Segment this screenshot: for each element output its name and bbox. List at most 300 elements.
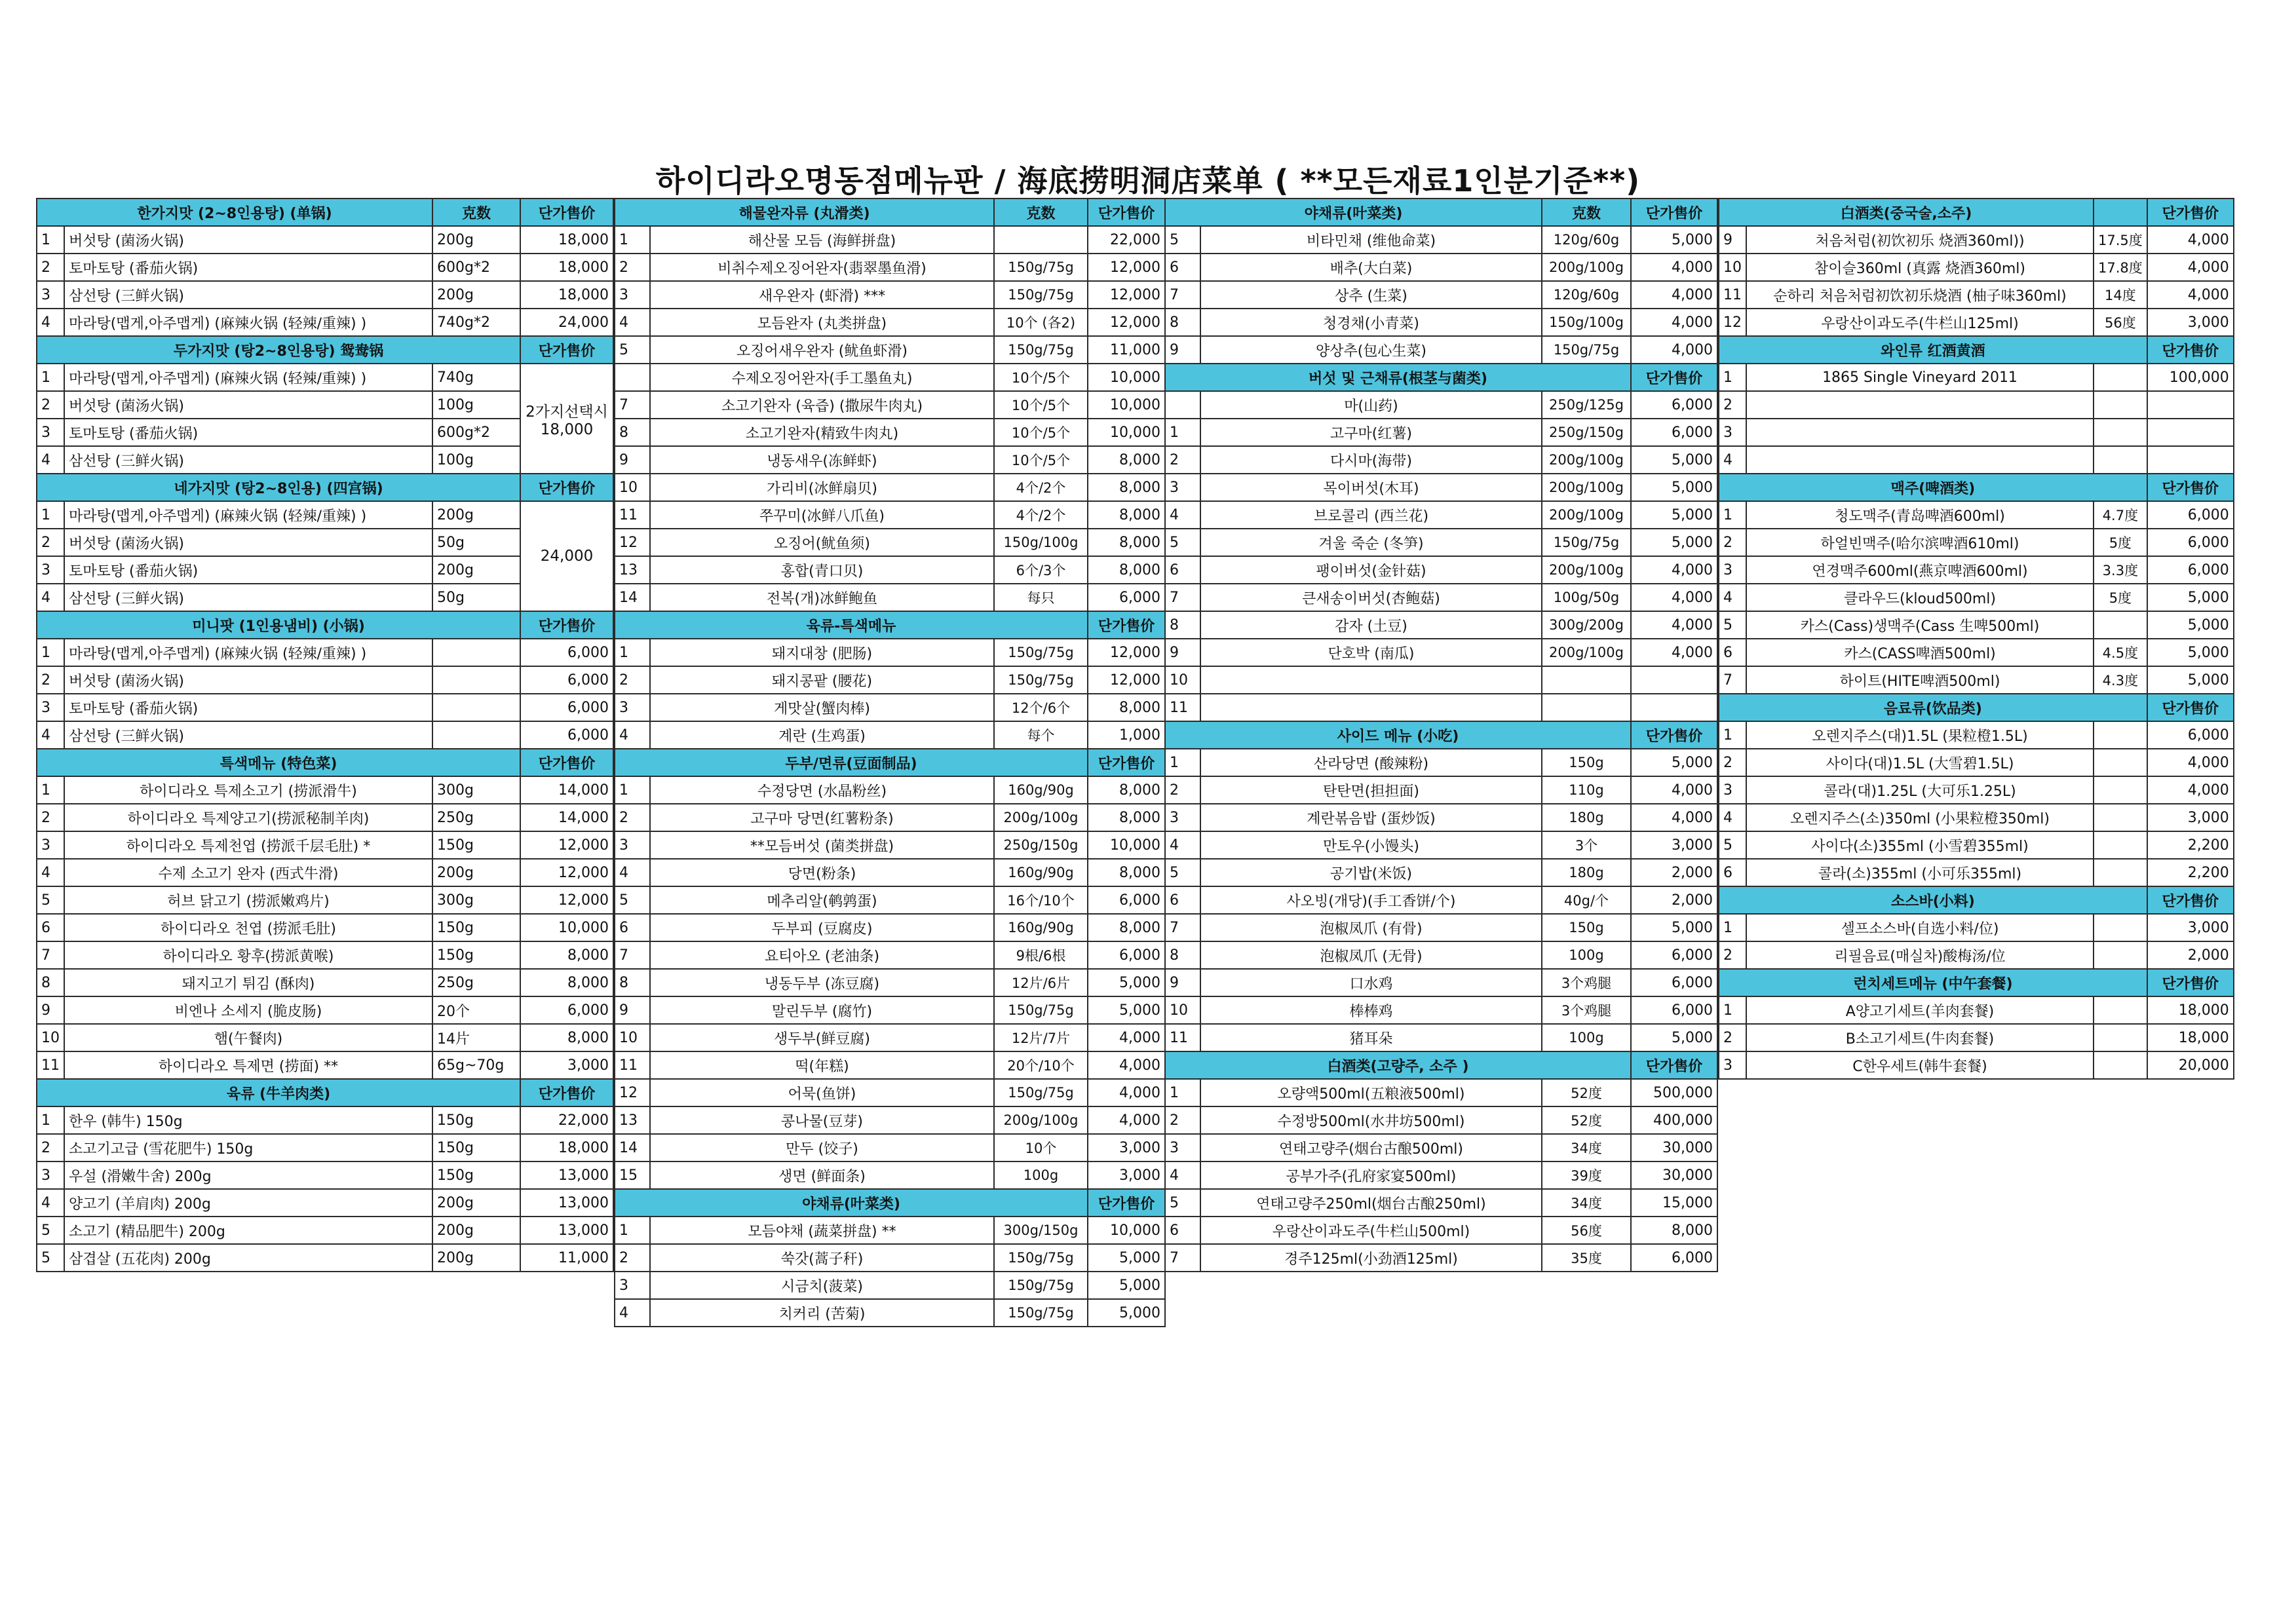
item-weight <box>2094 914 2147 941</box>
menu-item-row <box>1165 859 1717 886</box>
menu-column-3 <box>1164 198 1718 1272</box>
item-weight: 150g/75g <box>994 666 1088 694</box>
item-weight: 200g/100g <box>1542 501 1631 529</box>
menu-item-row <box>1719 941 2234 969</box>
shared-price-text: 24,000 <box>540 548 594 565</box>
item-weight: 150g <box>432 831 520 859</box>
item-price: 12,000 <box>1088 254 1165 281</box>
item-number: 4 <box>1719 804 1746 831</box>
item-name: 토마토탕 (番茄火锅) <box>64 254 432 281</box>
item-name: 돼지고기 튀김 (酥肉) <box>64 969 432 996</box>
item-price: 18,000 <box>2147 1024 2234 1051</box>
item-name: 공기밥(米饭) <box>1200 859 1542 886</box>
item-name: 치커리 (苦菊) <box>650 1299 994 1327</box>
item-number: 3 <box>1719 419 1746 446</box>
item-number: 2 <box>1165 446 1200 474</box>
item-number: 7 <box>1165 1244 1200 1272</box>
item-price: 6,000 <box>1631 1244 1717 1272</box>
menu-item-row <box>37 281 613 309</box>
item-name: 연경맥주600ml(燕京啤酒600ml) <box>1746 556 2094 584</box>
item-name: A양고기세트(羊肉套餐) <box>1746 996 2094 1024</box>
item-name: 돼지대창 (肥肠) <box>650 639 994 666</box>
item-price: 6,000 <box>1631 969 1717 996</box>
item-number: 9 <box>1165 336 1200 364</box>
menu-item-row <box>1719 529 2234 556</box>
menu-item-row <box>615 391 1165 419</box>
item-name: 비엔나 소세지 (脆皮肠) <box>64 996 432 1024</box>
item-number: 3 <box>615 694 650 721</box>
item-price: 2,000 <box>1631 859 1717 886</box>
item-weight: 150g <box>432 914 520 941</box>
item-weight: 20个 <box>432 996 520 1024</box>
item-name: 토마토탕 (番茄火锅) <box>64 556 432 584</box>
item-weight: 200g/100g <box>994 1106 1088 1134</box>
item-name: 수정당면 (水晶粉丝) <box>650 776 994 804</box>
item-number: 2 <box>615 1244 650 1272</box>
item-number: 1 <box>615 776 650 804</box>
item-number: 14 <box>615 1134 650 1161</box>
menu-item-row <box>1165 831 1717 859</box>
section-header-row <box>37 1079 613 1106</box>
item-price: 2,200 <box>2147 831 2234 859</box>
item-name: 양상추(包心生菜) <box>1200 336 1542 364</box>
section-header-row <box>1719 694 2234 721</box>
item-name: 허브 닭고기 (捞派嫩鸡片) <box>64 886 432 914</box>
page-title: 하이디라오명동점메뉴판 / 海底捞明洞店菜单 ( **모든재료1인분기준**) <box>655 163 1641 198</box>
item-price: 18,000 <box>520 254 613 281</box>
item-price: 6,000 <box>1631 996 1717 1024</box>
menu-table <box>614 198 1166 1327</box>
item-price: 6,000 <box>1631 391 1717 419</box>
item-weight: 740g <box>432 364 520 391</box>
item-weight <box>2094 1024 2147 1051</box>
item-number: 4 <box>37 584 64 611</box>
section-header-row <box>615 198 1165 226</box>
item-number: 1 <box>1165 419 1200 446</box>
item-price: 12,000 <box>1088 281 1165 309</box>
item-weight: 10个 <box>994 1134 1088 1161</box>
menu-item-row <box>37 804 613 831</box>
item-price <box>2147 391 2234 419</box>
item-number: 2 <box>1165 1106 1200 1134</box>
item-name: 삼선탕 (三鲜火锅) <box>64 281 432 309</box>
item-number: 2 <box>37 666 64 694</box>
item-weight: 3个 <box>1542 831 1631 859</box>
item-price: 4,000 <box>1631 281 1717 309</box>
item-price: 22,000 <box>520 1106 613 1134</box>
item-number: 6 <box>1165 1217 1200 1244</box>
menu-item-row <box>1719 1051 2234 1079</box>
item-name: 순하리 처음처럼初饮初乐烧酒 (柚子味360ml) <box>1746 281 2094 309</box>
item-weight: 180g <box>1542 859 1631 886</box>
item-number: 7 <box>1165 914 1200 941</box>
item-price: 10,000 <box>1088 1217 1165 1244</box>
item-number: 4 <box>1719 584 1746 611</box>
item-number: 2 <box>37 1134 64 1161</box>
item-weight <box>2094 391 2147 419</box>
menu-item-row <box>615 309 1165 336</box>
item-weight: 40g/个 <box>1542 886 1631 914</box>
item-weight: 150g/75g <box>994 996 1088 1024</box>
price-column-header: 단가售价 <box>520 474 613 501</box>
item-name: 猪耳朵 <box>1200 1024 1542 1051</box>
section-title: 런치세트메뉴 (中午套餐) <box>1719 969 2147 996</box>
menu-item-row <box>1719 804 2234 831</box>
item-price: 4,000 <box>1631 639 1717 666</box>
item-number: 6 <box>1165 886 1200 914</box>
item-name <box>1200 666 1542 694</box>
item-weight: 65g~70g <box>432 1051 520 1079</box>
item-name: 가리비(冰鲜扇贝) <box>650 474 994 501</box>
item-price: 5,000 <box>1631 501 1717 529</box>
menu-item-row <box>1165 1134 1717 1161</box>
item-name: 토마토탕 (番茄火锅) <box>64 694 432 721</box>
item-number: 4 <box>1165 1161 1200 1189</box>
item-number: 5 <box>615 336 650 364</box>
menu-column-2 <box>614 198 1166 1327</box>
item-weight: 200g/100g <box>1542 639 1631 666</box>
item-price: 4,000 <box>1088 1079 1165 1106</box>
item-weight: 200g <box>432 1244 520 1272</box>
item-name: 오징어새우완자 (鱿鱼虾滑) <box>650 336 994 364</box>
item-price: 22,000 <box>1088 226 1165 254</box>
item-number: 2 <box>615 254 650 281</box>
item-weight <box>2094 996 2147 1024</box>
menu-item-row <box>1719 254 2234 281</box>
item-weight: 14度 <box>2094 281 2147 309</box>
item-price: 13,000 <box>520 1189 613 1217</box>
item-price: 5,000 <box>1631 226 1717 254</box>
item-number: 10 <box>615 1024 650 1051</box>
menu-item-row <box>1719 611 2234 639</box>
item-name: 삼겹살 (五花肉) 200g <box>64 1244 432 1272</box>
menu-item-row <box>37 1024 613 1051</box>
item-name: 하이디라오 특제양고기(捞派秘制羊肉) <box>64 804 432 831</box>
menu-item-row <box>615 996 1165 1024</box>
item-name: 수정방500ml(水井坊500ml) <box>1200 1106 1542 1134</box>
item-name: 오징어(鱿鱼须) <box>650 529 994 556</box>
menu-item-row <box>37 886 613 914</box>
weight-column-header: 克数 <box>432 198 520 226</box>
item-weight: 150g/75g <box>994 1244 1088 1272</box>
section-title: 버섯 및 근채류(根茎与菌类) <box>1165 364 1631 391</box>
item-name: 카스(CASS啤酒500ml) <box>1746 639 2094 666</box>
menu-item-row <box>37 309 613 336</box>
item-weight: 100g <box>994 1161 1088 1189</box>
item-number: 4 <box>37 721 64 749</box>
item-price: 4,000 <box>2147 254 2234 281</box>
price-column-header: 단가售价 <box>520 336 613 364</box>
item-name: 비취수제오징어완자(翡翠墨鱼滑) <box>650 254 994 281</box>
item-weight: 740g*2 <box>432 309 520 336</box>
item-name: 하이디라오 황후(捞派黄喉) <box>64 941 432 969</box>
item-price: 13,000 <box>520 1217 613 1244</box>
item-number: 11 <box>37 1051 64 1079</box>
menu-table <box>1718 198 2234 1080</box>
item-number: 1 <box>1719 501 1746 529</box>
item-number: 9 <box>37 996 64 1024</box>
item-number: 1 <box>37 364 64 391</box>
menu-table <box>36 198 614 1272</box>
item-name: 팽이버섯(金针菇) <box>1200 556 1542 584</box>
item-weight: 150g/75g <box>994 639 1088 666</box>
item-price: 10,000 <box>1088 364 1165 391</box>
item-name: 하이디라오 특제면 (捞面) ** <box>64 1051 432 1079</box>
item-name: 하이디라오 특제소고기 (捞派滑牛) <box>64 776 432 804</box>
section-header-row <box>1719 198 2234 226</box>
menu-item-row <box>1165 309 1717 336</box>
item-weight: 200g/100g <box>994 804 1088 831</box>
item-name: 냉동두부 (冻豆腐) <box>650 969 994 996</box>
item-price: 12,000 <box>1088 666 1165 694</box>
section-title: 두부/면류(豆面制品) <box>615 749 1088 776</box>
menu-item-row <box>37 1161 613 1189</box>
menu-item-row <box>37 1244 613 1272</box>
item-number: 2 <box>1719 749 1746 776</box>
item-number: 4 <box>615 1299 650 1327</box>
menu-item-row <box>615 1299 1165 1327</box>
item-price: 5,000 <box>1088 1272 1165 1299</box>
item-price: 5,000 <box>1088 969 1165 996</box>
section-header-row <box>37 611 613 639</box>
menu-item-row <box>37 1106 613 1134</box>
item-weight: 110g <box>1542 776 1631 804</box>
menu-item-row <box>1719 776 2234 804</box>
item-weight <box>1542 666 1631 694</box>
item-weight: 20个/10个 <box>994 1051 1088 1079</box>
item-number: 9 <box>615 446 650 474</box>
item-weight: 150g/75g <box>994 1299 1088 1327</box>
section-header-row <box>37 474 613 501</box>
item-price: 3,000 <box>520 1051 613 1079</box>
price-column-header: 단가售价 <box>2147 969 2234 996</box>
weight-column-header <box>2094 198 2147 226</box>
item-name: 큰새송이버섯(杏鲍菇) <box>1200 584 1542 611</box>
item-name: 버섯탕 (菌汤火锅) <box>64 226 432 254</box>
item-name: 마라탕(맵게,아주맵게) (麻辣火锅 (轻辣/重辣) ) <box>64 501 432 529</box>
item-price: 3,000 <box>2147 804 2234 831</box>
item-weight <box>2094 721 2147 749</box>
item-price: 6,000 <box>1088 941 1165 969</box>
price-column-header: 단가售价 <box>1088 1189 1165 1217</box>
item-number: 5 <box>37 1217 64 1244</box>
item-number: 3 <box>1165 1134 1200 1161</box>
item-weight: 100g <box>432 446 520 474</box>
item-number: 2 <box>37 804 64 831</box>
menu-item-row <box>1165 941 1717 969</box>
section-header-row <box>1165 198 1717 226</box>
menu-item-row <box>615 1079 1165 1106</box>
menu-item-row <box>615 584 1165 611</box>
item-weight: 4个/2个 <box>994 501 1088 529</box>
menu-item-row <box>615 364 1165 391</box>
item-weight: 150g/75g <box>994 336 1088 364</box>
item-weight: 10个/5个 <box>994 419 1088 446</box>
item-weight: 9根/6根 <box>994 941 1088 969</box>
menu-item-row <box>1719 1024 2234 1051</box>
weight-column-header: 克数 <box>994 198 1088 226</box>
item-price: 6,000 <box>2147 556 2234 584</box>
item-name: 만두 (饺子) <box>650 1134 994 1161</box>
item-weight: 200g <box>432 501 520 529</box>
item-weight: 4.7度 <box>2094 501 2147 529</box>
item-name: 클라우드(kloud500ml) <box>1746 584 2094 611</box>
menu-item-row <box>37 969 613 996</box>
price-column-header: 단가售价 <box>1088 611 1165 639</box>
item-price: 5,000 <box>2147 639 2234 666</box>
section-title: 와인류 红酒黄酒 <box>1719 336 2147 364</box>
item-number: 2 <box>37 391 64 419</box>
item-price: 6,000 <box>520 996 613 1024</box>
menu-item-row <box>615 474 1165 501</box>
item-price: 4,000 <box>1088 1051 1165 1079</box>
menu-item-row <box>1165 1244 1717 1272</box>
price-column-header: 단가售价 <box>2147 198 2234 226</box>
item-weight <box>2094 446 2147 474</box>
item-number: 1 <box>1719 914 1746 941</box>
item-price: 4,000 <box>2147 226 2234 254</box>
price-column-header: 단가售价 <box>2147 474 2234 501</box>
item-price: 400,000 <box>1631 1106 1717 1134</box>
menu-item-row <box>1719 556 2234 584</box>
item-price: 8,000 <box>1088 804 1165 831</box>
menu-item-row <box>615 1134 1165 1161</box>
item-weight: 10个 (各2) <box>994 309 1088 336</box>
item-weight: 250g/150g <box>1542 419 1631 446</box>
item-name: 마라탕(맵게,아주맵게) (麻辣火锅 (轻辣/重辣) ) <box>64 364 432 391</box>
item-weight: 每只 <box>994 584 1088 611</box>
item-price: 18,000 <box>520 1134 613 1161</box>
item-price: 5,000 <box>1631 474 1717 501</box>
section-header-row <box>37 336 613 364</box>
menu-item-row <box>615 254 1165 281</box>
section-header-row <box>1719 336 2234 364</box>
price-column-header: 단가售价 <box>520 611 613 639</box>
menu-item-row <box>37 1189 613 1217</box>
item-weight <box>2094 804 2147 831</box>
item-price: 4,000 <box>2147 749 2234 776</box>
item-weight: 200g <box>432 1217 520 1244</box>
item-number: 3 <box>37 1161 64 1189</box>
menu-item-row <box>1165 1217 1717 1244</box>
item-weight: 250g/150g <box>994 831 1088 859</box>
menu-item-row <box>1719 666 2234 694</box>
section-header-row <box>37 749 613 776</box>
menu-item-row <box>37 226 613 254</box>
item-price: 6,000 <box>520 639 613 666</box>
menu-item-row <box>37 1217 613 1244</box>
menu-item-row <box>1719 419 2234 446</box>
item-number: 2 <box>1719 391 1746 419</box>
item-number: 11 <box>615 501 650 529</box>
menu-item-row <box>37 639 613 666</box>
item-name: 모듬완자 (丸类拼盘) <box>650 309 994 336</box>
item-name: 배추(大白菜) <box>1200 254 1542 281</box>
item-weight: 150g <box>1542 749 1631 776</box>
item-weight: 4.5度 <box>2094 639 2147 666</box>
item-price: 8,000 <box>1088 556 1165 584</box>
shared-price-cell <box>520 501 613 611</box>
menu-item-row <box>615 1106 1165 1134</box>
item-price: 2,200 <box>2147 859 2234 886</box>
item-weight <box>2094 611 2147 639</box>
item-price <box>1631 694 1717 721</box>
item-weight: 39度 <box>1542 1161 1631 1189</box>
item-number: 3 <box>615 281 650 309</box>
menu-table <box>1164 198 1718 1272</box>
item-name: 하이트(HITE啤酒500ml) <box>1746 666 2094 694</box>
item-weight <box>2094 859 2147 886</box>
item-name: 어묵(鱼饼) <box>650 1079 994 1106</box>
item-price: 4,000 <box>1088 1024 1165 1051</box>
item-name: 콜라(소)355ml (小可乐355ml) <box>1746 859 2094 886</box>
item-name: 청도맥주(青岛啤酒600ml) <box>1746 501 2094 529</box>
menu-item-row <box>615 336 1165 364</box>
item-price: 5,000 <box>1631 1024 1717 1051</box>
item-number: 2 <box>1719 941 1746 969</box>
menu-item-row <box>37 1051 613 1079</box>
item-number: 12 <box>1719 309 1746 336</box>
item-price: 4,000 <box>1631 309 1717 336</box>
item-price: 6,000 <box>2147 721 2234 749</box>
item-name: 계란 (生鸡蛋) <box>650 721 994 749</box>
item-number: 3 <box>1165 474 1200 501</box>
item-price: 18,000 <box>520 226 613 254</box>
item-number: 4 <box>615 859 650 886</box>
item-number: 10 <box>1165 996 1200 1024</box>
item-price: 100,000 <box>2147 364 2234 391</box>
section-title: 사이드 메뉴 (小吃) <box>1165 721 1631 749</box>
menu-column-1 <box>36 198 614 1272</box>
section-title: 白酒类(중국술,소주) <box>1719 198 2094 226</box>
item-name: 오렌지주스(대)1.5L (果粒橙1.5L) <box>1746 721 2094 749</box>
item-name: 마라탕(맵게,아주맵게) (麻辣火锅 (轻辣/重辣) ) <box>64 639 432 666</box>
item-name: 소고기완자 (육즙) (撒尿牛肉丸) <box>650 391 994 419</box>
item-price: 6,000 <box>520 666 613 694</box>
item-weight: 600g*2 <box>432 254 520 281</box>
menu-item-row <box>37 831 613 859</box>
section-title: 白酒类(고량주, 소주 ) <box>1165 1051 1631 1079</box>
item-name: 감자 (土豆) <box>1200 611 1542 639</box>
menu-item-row <box>615 446 1165 474</box>
item-number: 1 <box>1165 749 1200 776</box>
menu-item-row <box>615 1217 1165 1244</box>
item-number: 3 <box>1165 804 1200 831</box>
item-price: 5,000 <box>2147 584 2234 611</box>
menu-item-row <box>1165 969 1717 996</box>
section-title: 네가지맛 (탕2~8인용) (四宫锅) <box>37 474 520 501</box>
item-price: 20,000 <box>2147 1051 2234 1079</box>
item-number: 12 <box>615 529 650 556</box>
item-weight: 150g/75g <box>994 1079 1088 1106</box>
item-number: 3 <box>615 1272 650 1299</box>
item-number: 3 <box>37 419 64 446</box>
item-price: 3,000 <box>2147 309 2234 336</box>
item-name: 공부가주(孔府家宴500ml) <box>1200 1161 1542 1189</box>
menu-item-row <box>615 776 1165 804</box>
item-weight: 5度 <box>2094 584 2147 611</box>
menu-column-4 <box>1718 198 2234 1080</box>
menu-item-row <box>615 281 1165 309</box>
item-number <box>1165 391 1200 419</box>
item-number: 3 <box>37 831 64 859</box>
menu-item-row <box>1719 446 2234 474</box>
section-title: 육류 (牛羊肉类) <box>37 1079 520 1106</box>
item-weight: 3个鸡腿 <box>1542 969 1631 996</box>
item-number: 6 <box>37 914 64 941</box>
item-weight <box>432 666 520 694</box>
item-name: 말린두부 (腐竹) <box>650 996 994 1024</box>
